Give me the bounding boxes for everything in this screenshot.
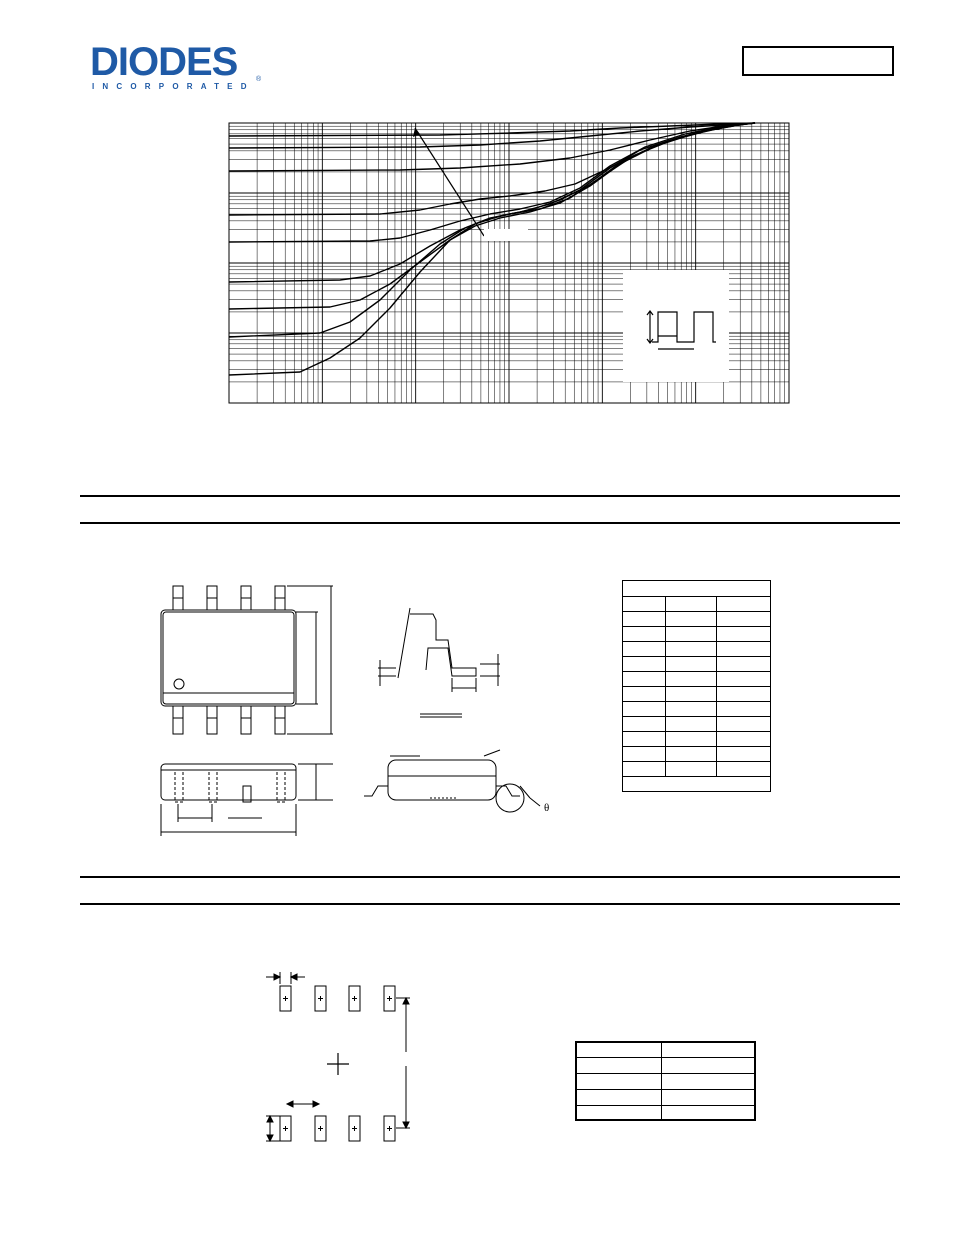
package-side-view xyxy=(161,764,333,836)
section-rule-top-2 xyxy=(80,522,900,524)
section-rule-mid-2 xyxy=(80,903,900,905)
chart-label-blank xyxy=(484,229,528,241)
thermal-response-chart xyxy=(0,0,954,420)
package-outline-drawing xyxy=(0,560,954,850)
pad-width-dim xyxy=(266,972,305,984)
pad-layout-drawing xyxy=(0,960,954,1160)
section-rule-mid-1 xyxy=(80,876,900,878)
diodes-logo-subtext: INCORPORATED xyxy=(92,82,255,91)
package-end-view xyxy=(364,750,540,812)
theta-symbol: θ xyxy=(544,802,550,814)
dimensions-table xyxy=(622,580,771,792)
lead-profile-detail xyxy=(378,608,500,717)
top-pins xyxy=(173,586,285,610)
top-pads xyxy=(280,986,395,1011)
registered-mark: ® xyxy=(256,76,262,83)
diodes-logo: DIODES xyxy=(90,40,238,84)
bottom-pads xyxy=(280,1116,395,1141)
package-center-mark xyxy=(327,1053,349,1075)
package-top-view xyxy=(161,586,333,734)
row-spacing-dim xyxy=(396,998,410,1128)
pad-dimensions-table xyxy=(575,1041,756,1121)
section-rule-top-1 xyxy=(80,495,900,497)
bottom-pins xyxy=(173,706,285,734)
